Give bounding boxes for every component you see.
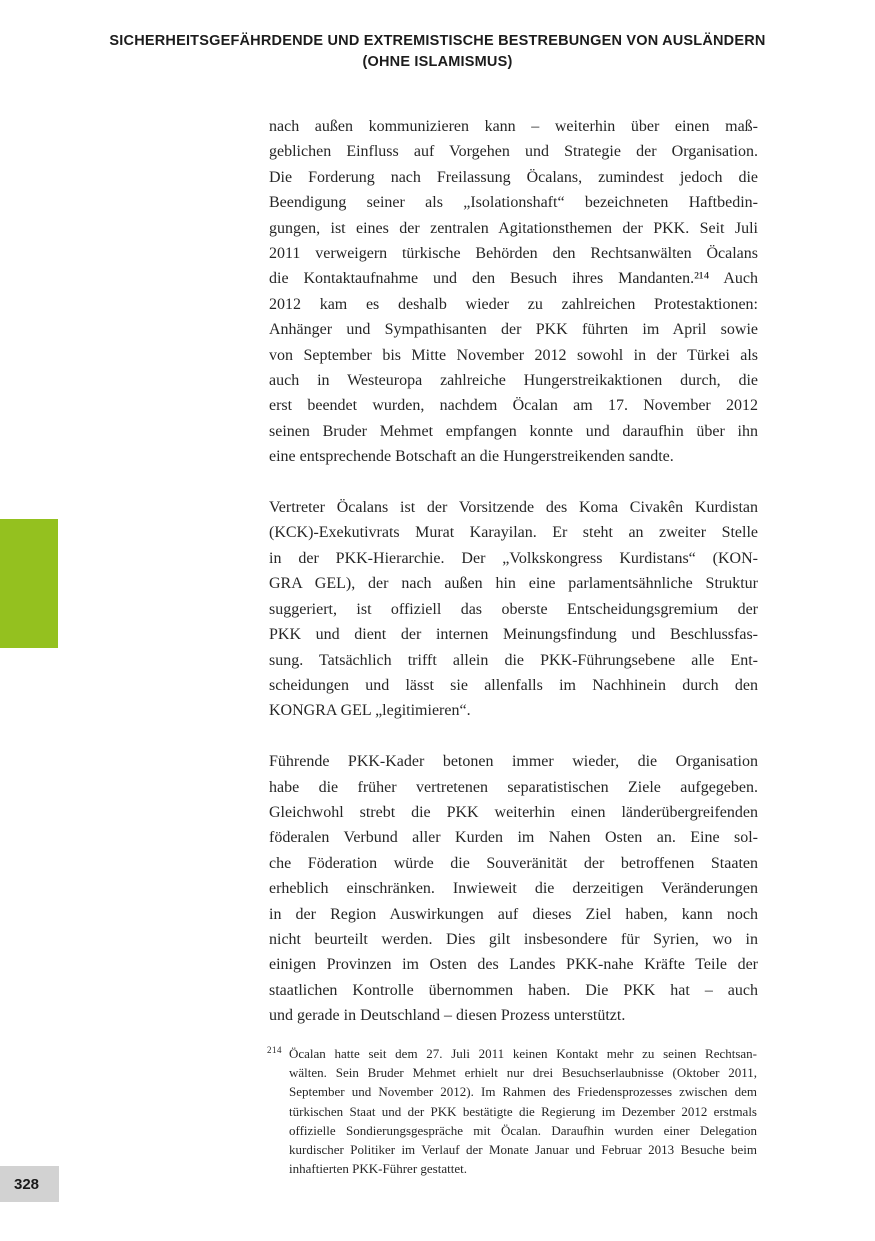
chapter-tab-marker xyxy=(0,519,58,648)
text-line: suggeriert, ist offiziell das oberste Entscheidungsgremium der xyxy=(269,600,758,618)
page-number: 328 xyxy=(14,1175,40,1193)
text-line: Beendigung seiner als „Isolationshaft“ bezeichneten Haftbedin- xyxy=(269,194,758,212)
header-line-2: (OHNE ISLAMISMUS) xyxy=(362,54,513,70)
page-number-box xyxy=(0,1166,59,1202)
page-header xyxy=(0,31,875,73)
text-line: Die Forderung nach Freilassung Öcalans, zumindest jedoch die xyxy=(269,168,758,186)
text-line: erheblich einschränken. Inwieweit die derzeitigen Veränderungen xyxy=(269,880,758,898)
footnote-line: September und November 2012). Im Rahmen des Friedensprozesses zwischen dem xyxy=(289,1084,757,1100)
text-line: von September bis Mitte November 2012 sowohl in der Türkei als xyxy=(269,346,758,364)
text-line: nicht beurteilt werden. Dies gilt insbesondere für Syrien, wo in xyxy=(269,930,758,948)
text-line: 2011 verweigern türkische Behörden den Rechtsanwälten Öcalans xyxy=(269,245,758,263)
footnote xyxy=(267,1041,757,1178)
text-line: (KCK)-Exekutivrats Murat Karayilan. Er steht an zweiter Stelle xyxy=(269,524,758,542)
text-line: die Kontaktaufnahme und den Besuch ihres Mandanten.²¹⁴ Auch xyxy=(269,270,758,288)
footnote-marker: 214 xyxy=(267,1045,282,1055)
text-line: Führende PKK-Kader betonen immer wieder, die Organisation xyxy=(269,753,758,771)
text-line: nach außen kommunizieren kann – weiterhin über einen maß- xyxy=(269,118,758,135)
text-line: erst beendet wurden, nachdem Öcalan am 17. November 2012 xyxy=(269,397,758,415)
text-line: scheidungen und lässt sie allenfalls im Nachhinein durch den xyxy=(269,676,758,694)
text-line: GRA GEL), der nach außen hin eine parlamentsähnliche Struktur xyxy=(269,575,758,593)
text-line: Gleichwohl strebt die PKK weiterhin einen länderübergreifenden xyxy=(269,803,758,821)
text-line: 2012 kam es deshalb wieder zu zahlreichen Protestaktionen: xyxy=(269,295,758,313)
text-line: geblichen Einfluss auf Vorgehen und Strategie der Organisation. xyxy=(269,143,758,161)
text-line: in der Region Auswirkungen auf dieses Ziel haben, kann noch xyxy=(269,905,758,923)
paragraph xyxy=(269,495,758,724)
text-line: seinen Bruder Mehmet empfangen konnte und daraufhin über ihn xyxy=(269,422,758,440)
footnote-line: offizielle Sondierungsgespräche mit Öcalan. Daraufhin wurden einer Delegation xyxy=(289,1122,757,1138)
text-line: eine entsprechende Botschaft an die Hungerstreikenden sandte. xyxy=(269,448,674,466)
text-line: KONGRA GEL „legitimieren“. xyxy=(269,702,471,720)
footnote-line: kurdischer Politiker im Verlauf der Monate Januar und Februar 2013 Besuche beim xyxy=(289,1142,757,1158)
footnote-line: türkischen Staat und der PKK bestätigte die Regierung im Dezember 2012 erstmals xyxy=(289,1103,757,1119)
text-line: und gerade in Deutschland – diesen Prozess unterstützt. xyxy=(269,1007,626,1025)
text-line: PKK und dient der internen Meinungsfindung und Beschlussfas- xyxy=(269,626,758,644)
text-line: staatlichen Kontrolle übernommen haben. Die PKK hat – auch xyxy=(269,981,758,999)
body-text xyxy=(269,114,758,1029)
footnote-line: wälten. Sein Bruder Mehmet erhielt nur drei Besuchserlaubnisse (Oktober 2011, xyxy=(289,1065,757,1081)
text-line: sung. Tatsächlich trifft allein die PKK-Führungsebene alle Ent- xyxy=(269,651,758,669)
text-line: in der PKK-Hierarchie. Der „Volkskongress Kurdistans“ (KON- xyxy=(269,549,758,567)
text-line: Vertreter Öcalans ist der Vorsitzende des Koma Civakên Kurdistan xyxy=(269,499,758,517)
text-line: habe die früher vertretenen separatistischen Ziele aufgegeben. xyxy=(269,778,758,796)
footnote-line: inhaftierten PKK-Führer gestattet. xyxy=(289,1161,467,1177)
paragraph xyxy=(269,749,758,1028)
footnote-line: $^{214}$ Öcalan hatte seit dem 27. Juli 2011 keinen Kontakt mehr zu seinen Rechtsan- xyxy=(267,1045,757,1061)
text-line: che Föderation würde die Souveränität der betroffenen Staaten xyxy=(269,854,758,872)
text-line: gungen, ist eines der zentralen Agitationsthemen der PKK. Seit Juli xyxy=(269,219,758,237)
text-line: auch in Westeuropa zahlreiche Hungerstreikaktionen durch, die xyxy=(269,372,758,390)
text-line: Anhänger und Sympathisanten der PKK führten im April sowie xyxy=(269,321,758,339)
text-line: einigen Provinzen im Osten des Landes PKK-nahe Kräfte Teile der xyxy=(269,956,758,974)
text-line: föderalen Verbund aller Kurden im Nahen Osten an. Eine sol- xyxy=(269,829,758,847)
header-line-1: SICHERHEITSGEFÄHRDENDE UND EXTREMISTISCHE BESTREBUNGEN VON AUSLÄNDERN xyxy=(109,33,766,49)
paragraph xyxy=(269,114,758,470)
